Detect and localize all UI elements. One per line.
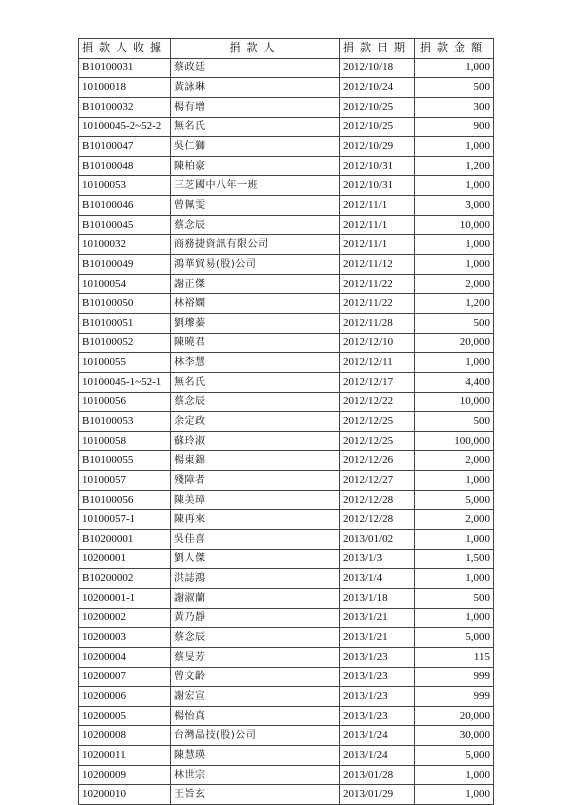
receipt-no-cell: 10100056 — [79, 392, 171, 412]
receipt-no-cell: B10100053 — [79, 412, 171, 432]
amount-cell: 2,000 — [415, 510, 494, 530]
donor-name-cell: 劉人傑 — [171, 549, 340, 569]
donor-name-cell: 蔡旻芳 — [171, 647, 340, 667]
donation-date-cell: 2012/12/17 — [340, 372, 415, 392]
donation-date-cell: 2012/10/25 — [340, 97, 415, 117]
amount-cell: 999 — [415, 667, 494, 687]
table-row — [79, 333, 494, 353]
receipt-no-cell: 10100045-1~52-1 — [79, 372, 171, 392]
table-row — [79, 274, 494, 294]
amount-cell: 4,400 — [415, 372, 494, 392]
amount-cell: 10,000 — [415, 392, 494, 412]
amount-cell: 10,000 — [415, 215, 494, 235]
donor-name-cell: 林世宗 — [171, 765, 340, 785]
donor-name-cell: 吳仁獅 — [171, 137, 340, 157]
receipt-no-cell: B10100048 — [79, 156, 171, 176]
table-row — [79, 412, 494, 432]
donation-date-cell: 2012/11/12 — [340, 255, 415, 275]
table-row — [79, 510, 494, 530]
table-row — [79, 58, 494, 78]
donor-name-cell: 謝宏宣 — [171, 687, 340, 707]
receipt-no-cell: B10100045 — [79, 215, 171, 235]
donation-date-cell: 2012/12/27 — [340, 471, 415, 491]
table-row — [79, 313, 494, 333]
header-row — [79, 39, 494, 59]
table-row — [79, 255, 494, 275]
table-row — [79, 726, 494, 746]
amount-cell: 1,000 — [415, 353, 494, 373]
amount-cell: 500 — [415, 412, 494, 432]
table-row — [79, 372, 494, 392]
donation-date-cell: 2012/10/25 — [340, 117, 415, 137]
donor-name-cell: 蔡念辰 — [171, 392, 340, 412]
donation-date-cell: 2012/10/29 — [340, 137, 415, 157]
donor-name-cell: 陳柏豪 — [171, 156, 340, 176]
table-row — [79, 647, 494, 667]
receipt-no-cell: 10100045-2~52-2 — [79, 117, 171, 137]
donation-date-cell: 2012/11/28 — [340, 313, 415, 333]
donation-date-cell: 2013/1/23 — [340, 647, 415, 667]
receipt-no-cell: B10100049 — [79, 255, 171, 275]
amount-cell: 5,000 — [415, 746, 494, 766]
receipt-no-cell: 10200008 — [79, 726, 171, 746]
amount-cell: 2,000 — [415, 451, 494, 471]
donation-date-cell: 2013/1/21 — [340, 608, 415, 628]
donation-date-cell: 2012/12/25 — [340, 412, 415, 432]
donation-date-cell: 2013/01/28 — [340, 765, 415, 785]
receipt-no-cell: 10100057-1 — [79, 510, 171, 530]
receipt-no-cell: B10100031 — [79, 58, 171, 78]
amount-cell: 1,000 — [415, 255, 494, 275]
donor-name-cell: 陳曉君 — [171, 333, 340, 353]
table-row — [79, 706, 494, 726]
donation-date-cell: 2013/1/24 — [340, 726, 415, 746]
donation-date-cell: 2013/01/02 — [340, 530, 415, 550]
donation-date-cell: 2012/12/25 — [340, 431, 415, 451]
receipt-no-cell: 10100018 — [79, 78, 171, 98]
receipt-no-cell: 10200002 — [79, 608, 171, 628]
amount-cell: 300 — [415, 97, 494, 117]
receipt-no-cell: 10100055 — [79, 353, 171, 373]
table-row — [79, 667, 494, 687]
receipt-no-cell: 10200006 — [79, 687, 171, 707]
receipt-no-cell: 10200010 — [79, 785, 171, 805]
table-row — [79, 353, 494, 373]
donation-date-cell: 2013/01/29 — [340, 785, 415, 805]
table-row — [79, 608, 494, 628]
donation-date-cell: 2012/12/11 — [340, 353, 415, 373]
table-row — [79, 235, 494, 255]
donation-date-cell: 2012/12/10 — [340, 333, 415, 353]
donation-date-cell: 2013/1/23 — [340, 667, 415, 687]
donor-name-cell: 陳再來 — [171, 510, 340, 530]
receipt-no-cell: 10200003 — [79, 628, 171, 648]
receipt-no-cell: 10200001 — [79, 549, 171, 569]
receipt-no-cell: B10200001 — [79, 530, 171, 550]
receipt-no-cell: 10100057 — [79, 471, 171, 491]
table-row — [79, 78, 494, 98]
amount-cell: 1,000 — [415, 471, 494, 491]
donor-name-cell: 蔡念辰 — [171, 215, 340, 235]
donation-date-cell: 2012/10/24 — [340, 78, 415, 98]
donor-name-cell: 楊東錦 — [171, 451, 340, 471]
table-row — [79, 628, 494, 648]
donor-name-cell: 余定政 — [171, 412, 340, 432]
table-row — [79, 687, 494, 707]
donation-date-cell: 2012/12/22 — [340, 392, 415, 412]
header-date: 捐款日期 — [340, 39, 415, 59]
donor-name-cell: 黃乃靜 — [171, 608, 340, 628]
amount-cell: 1,000 — [415, 765, 494, 785]
donor-name-cell: 謝淑蘭 — [171, 588, 340, 608]
receipt-no-cell: B10100051 — [79, 313, 171, 333]
receipt-no-cell: 10100053 — [79, 176, 171, 196]
donor-name-cell: 曾文齡 — [171, 667, 340, 687]
donor-name-cell: 陳美璋 — [171, 490, 340, 510]
amount-cell: 100,000 — [415, 431, 494, 451]
header-amount: 捐款金額 — [415, 39, 494, 59]
table-row — [79, 569, 494, 589]
donation-date-cell: 2013/1/21 — [340, 628, 415, 648]
donation-date-cell: 2012/10/31 — [340, 176, 415, 196]
donor-name-cell: 無名氏 — [171, 117, 340, 137]
receipt-no-cell: B10100047 — [79, 137, 171, 157]
donation-date-cell: 2012/12/28 — [340, 490, 415, 510]
amount-cell: 30,000 — [415, 726, 494, 746]
donor-name-cell: 洪誌鴻 — [171, 569, 340, 589]
receipt-no-cell: B10100032 — [79, 97, 171, 117]
amount-cell: 5,000 — [415, 628, 494, 648]
table-row — [79, 765, 494, 785]
amount-cell: 3,000 — [415, 196, 494, 216]
donor-name-cell: 鴻華貿易(股)公司 — [171, 255, 340, 275]
donor-name-cell: 林李慧 — [171, 353, 340, 373]
donor-name-cell: 黃詠琳 — [171, 78, 340, 98]
donor-name-cell: 無名氏 — [171, 372, 340, 392]
donation-date-cell: 2012/11/1 — [340, 196, 415, 216]
donor-name-cell: 王旨玄 — [171, 785, 340, 805]
donor-name-cell: 蘇玲淑 — [171, 431, 340, 451]
donor-name-cell: 林裕嫻 — [171, 294, 340, 314]
amount-cell: 1,000 — [415, 608, 494, 628]
amount-cell: 1,000 — [415, 530, 494, 550]
donor-name-cell: 商務捷資訊有限公司 — [171, 235, 340, 255]
donation-date-cell: 2012/11/22 — [340, 274, 415, 294]
receipt-no-cell: B10100046 — [79, 196, 171, 216]
amount-cell: 1,200 — [415, 294, 494, 314]
amount-cell: 20,000 — [415, 333, 494, 353]
donor-name-cell: 吳佳喜 — [171, 530, 340, 550]
donor-name-cell: 楊有增 — [171, 97, 340, 117]
donation-date-cell: 2012/11/1 — [340, 215, 415, 235]
donation-date-cell: 2012/10/31 — [340, 156, 415, 176]
donor-name-cell: 楊怡真 — [171, 706, 340, 726]
table-row — [79, 549, 494, 569]
receipt-no-cell: B10100050 — [79, 294, 171, 314]
donation-date-cell: 2013/1/24 — [340, 746, 415, 766]
amount-cell: 1,000 — [415, 785, 494, 805]
donor-name-cell: 台灣晶技(股)公司 — [171, 726, 340, 746]
donation-date-cell: 2013/1/3 — [340, 549, 415, 569]
header-donor: 捐款人 — [171, 39, 340, 59]
donation-table — [78, 38, 494, 805]
amount-cell: 500 — [415, 313, 494, 333]
receipt-no-cell: B10200002 — [79, 569, 171, 589]
table-row — [79, 431, 494, 451]
table-row — [79, 156, 494, 176]
table-row — [79, 392, 494, 412]
amount-cell: 20,000 — [415, 706, 494, 726]
receipt-no-cell: 10200001-1 — [79, 588, 171, 608]
donor-name-cell: 曾佩雯 — [171, 196, 340, 216]
donation-date-cell: 2013/1/4 — [340, 569, 415, 589]
table-row — [79, 137, 494, 157]
donor-name-cell: 三芝國中八年一班 — [171, 176, 340, 196]
amount-cell: 2,000 — [415, 274, 494, 294]
header-receipt-no: 捐款人收據 — [79, 39, 171, 59]
amount-cell: 1,000 — [415, 58, 494, 78]
amount-cell: 900 — [415, 117, 494, 137]
table-row — [79, 451, 494, 471]
donor-name-cell: 蔡政廷 — [171, 58, 340, 78]
donor-name-cell: 陳慧瑛 — [171, 746, 340, 766]
donation-date-cell: 2012/10/18 — [340, 58, 415, 78]
receipt-no-cell: 10100032 — [79, 235, 171, 255]
donor-name-cell: 劉瓈蓁 — [171, 313, 340, 333]
receipt-no-cell: 10200009 — [79, 765, 171, 785]
donation-date-cell: 2012/11/1 — [340, 235, 415, 255]
donation-date-cell: 2013/1/23 — [340, 687, 415, 707]
donation-date-cell: 2012/12/28 — [340, 510, 415, 530]
amount-cell: 1,500 — [415, 549, 494, 569]
table-row — [79, 117, 494, 137]
table-row — [79, 530, 494, 550]
amount-cell: 1,000 — [415, 137, 494, 157]
amount-cell: 999 — [415, 687, 494, 707]
table-row — [79, 176, 494, 196]
table-row — [79, 490, 494, 510]
table-row — [79, 294, 494, 314]
table-row — [79, 215, 494, 235]
amount-cell: 1,000 — [415, 176, 494, 196]
amount-cell: 115 — [415, 647, 494, 667]
receipt-no-cell: 10200007 — [79, 667, 171, 687]
receipt-no-cell: 10100058 — [79, 431, 171, 451]
receipt-no-cell: 10200004 — [79, 647, 171, 667]
receipt-no-cell: 10200005 — [79, 706, 171, 726]
amount-cell: 5,000 — [415, 490, 494, 510]
amount-cell: 1,000 — [415, 235, 494, 255]
donor-name-cell: 蔡念辰 — [171, 628, 340, 648]
donation-date-cell: 2012/11/22 — [340, 294, 415, 314]
amount-cell: 1,000 — [415, 569, 494, 589]
amount-cell: 500 — [415, 588, 494, 608]
amount-cell: 1,200 — [415, 156, 494, 176]
receipt-no-cell: 10200011 — [79, 746, 171, 766]
donor-name-cell: 謝正傑 — [171, 274, 340, 294]
table-row — [79, 471, 494, 491]
receipt-no-cell: B10100056 — [79, 490, 171, 510]
receipt-no-cell: B10100055 — [79, 451, 171, 471]
receipt-no-cell: B10100052 — [79, 333, 171, 353]
table-row — [79, 746, 494, 766]
table-row — [79, 196, 494, 216]
table-row — [79, 97, 494, 117]
donation-date-cell: 2013/1/18 — [340, 588, 415, 608]
receipt-no-cell: 10100054 — [79, 274, 171, 294]
donor-name-cell: 殘障者 — [171, 471, 340, 491]
table-row — [79, 588, 494, 608]
amount-cell: 500 — [415, 78, 494, 98]
donation-date-cell: 2013/1/23 — [340, 706, 415, 726]
table-row — [79, 785, 494, 805]
donation-date-cell: 2012/12/26 — [340, 451, 415, 471]
